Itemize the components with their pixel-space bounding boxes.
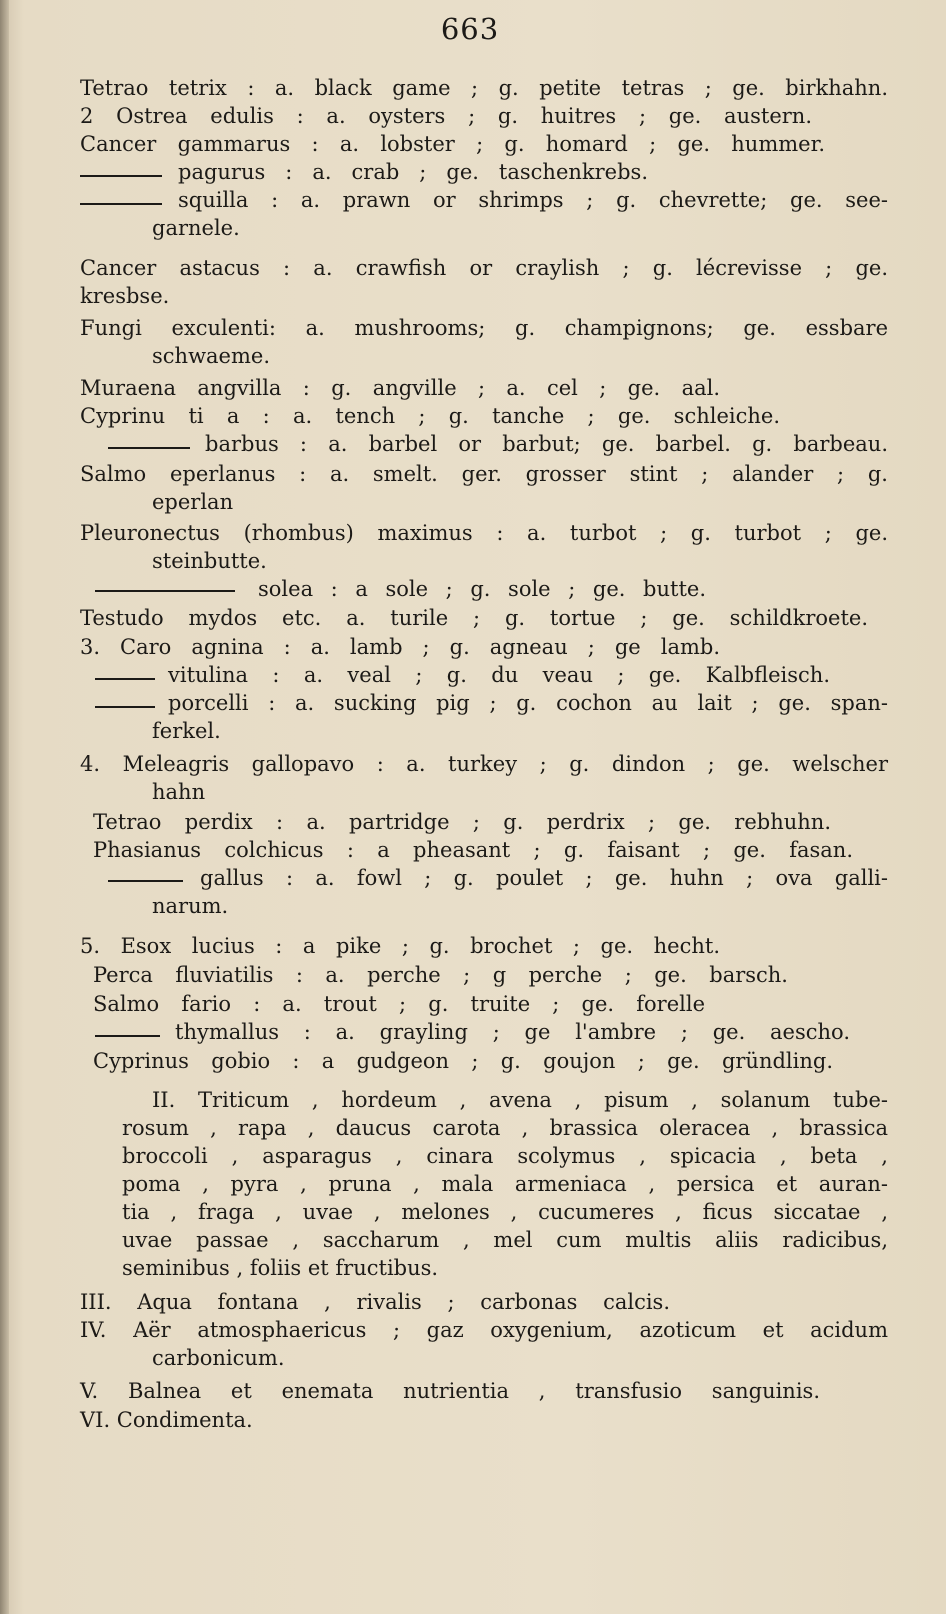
text-line: rosum , rapa , daucus carota , brassica oleracea , brassica <box>122 1116 888 1140</box>
text-line: seminibus , foliis et fructibus. <box>122 1256 439 1280</box>
ditto-dash <box>108 880 183 882</box>
text-line: Perca fluviatilis : a. perche ; g perche ; ge. barsch. <box>93 963 788 987</box>
text-line: garnele. <box>152 216 240 240</box>
ditto-dash <box>95 1035 160 1037</box>
text-line: Phasianus colchicus : a pheasant ; g. faisant ; ge. fasan. <box>93 838 853 862</box>
ditto-dash <box>108 447 190 449</box>
text-line: ferkel. <box>152 719 221 743</box>
text-line: pagurus : a. crab ; ge. taschenkrebs. <box>178 160 648 184</box>
ditto-dash <box>80 203 162 205</box>
page-number: 663 <box>440 12 500 46</box>
text-line: III. Aqua fontana , rivalis ; carbonas calcis. <box>80 1290 670 1314</box>
text-line: Fungi exculenti: a. mushrooms; g. champignons; ge. essbare <box>80 316 888 340</box>
text-line: Salmo eperlanus : a. smelt. ger. grosser stint ; alander ; g. <box>80 462 888 486</box>
page-binding-edge <box>0 0 9 1614</box>
ditto-dash <box>95 590 235 592</box>
text-line: 4. Meleagris gallopavo : a. turkey ; g. dindon ; ge. welscher <box>80 752 888 776</box>
text-line: vitulina : a. veal ; g. du veau ; ge. Kalbfleisch. <box>168 663 830 687</box>
text-line: kresbse. <box>80 284 170 308</box>
text-line: poma , pyra , pruna , mala armeniaca , persica et auran- <box>122 1172 888 1196</box>
text-line: Testudo mydos etc. a. turile ; g. tortue ; ge. schildkroete. <box>80 606 868 630</box>
text-line: V. Balnea et enemata nutrientia , transfusio sanguinis. <box>80 1379 820 1403</box>
text-line: VI. Condimenta. <box>80 1408 253 1432</box>
text-line: steinbutte. <box>152 549 267 573</box>
text-line: 2 Ostrea edulis : a. oysters ; g. huitres ; ge. austern. <box>80 104 812 128</box>
text-line: Tetrao tetrix : a. black game ; g. petite tetras ; ge. birkhahn. <box>80 76 888 100</box>
text-line: narum. <box>152 894 229 918</box>
text-line: broccoli , asparagus , cinara scolymus , spicacia , beta , <box>122 1144 888 1168</box>
text-line: eperlan <box>152 490 234 514</box>
ditto-dash <box>80 175 162 177</box>
text-line: barbus : a. barbel or barbut; ge. barbel. g. barbeau. <box>205 432 888 456</box>
text-line: Salmo fario : a. trout ; g. truite ; ge. forelle <box>93 992 705 1016</box>
text-line: squilla : a. prawn or shrimps ; g. chevrette; ge. see- <box>178 188 888 212</box>
text-line: hahn <box>152 780 206 804</box>
text-line: uvae passae , saccharum , mel cum multis aliis radicibus, <box>122 1228 888 1252</box>
text-line: 5. Esox lucius : a pike ; g. brochet ; ge. hecht. <box>80 934 720 958</box>
text-line: schwaeme. <box>152 344 271 368</box>
text-line: thymallus : a. grayling ; ge l'ambre ; ge. aescho. <box>175 1020 850 1044</box>
ditto-dash <box>95 678 155 680</box>
text-line: Cyprinus gobio : a gudgeon ; g. goujon ; ge. gründling. <box>93 1049 833 1073</box>
text-line: Muraena angvilla : g. angville ; a. cel ; ge. aal. <box>80 376 720 400</box>
text-line: carbonicum. <box>152 1346 285 1370</box>
ditto-dash <box>95 706 155 708</box>
text-line: II. Triticum , hordeum , avena , pisum , solanum tube- <box>152 1088 888 1112</box>
text-line: Tetrao perdix : a. partridge ; g. perdrix ; ge. rebhuhn. <box>93 810 831 834</box>
text-line: gallus : a. fowl ; g. poulet ; ge. huhn ; ova galli- <box>200 866 888 890</box>
text-line: porcelli : a. sucking pig ; g. cochon au lait ; ge. span- <box>168 691 888 715</box>
text-line: Cancer gammarus : a. lobster ; g. homard ; ge. hummer. <box>80 132 825 156</box>
text-line: Cancer astacus : a. crawfish or craylish ; g. lécrevisse ; ge. <box>80 256 888 280</box>
text-line: 3. Caro agnina : a. lamb ; g. agneau ; ge lamb. <box>80 635 720 659</box>
text-line: Pleuronectus (rhombus) maximus : a. turbot ; g. turbot ; ge. <box>80 521 888 545</box>
text-line: tia , fraga , uvae , melones , cucumeres , ficus siccatae , <box>122 1200 888 1224</box>
text-line: IV. Aër atmosphaericus ; gaz oxygenium, azoticum et acidum <box>80 1318 888 1342</box>
text-line: solea : a sole ; g. sole ; ge. butte. <box>258 577 706 601</box>
text-line: Cyprinu ti a : a. tench ; g. tanche ; ge. schleiche. <box>80 404 780 428</box>
